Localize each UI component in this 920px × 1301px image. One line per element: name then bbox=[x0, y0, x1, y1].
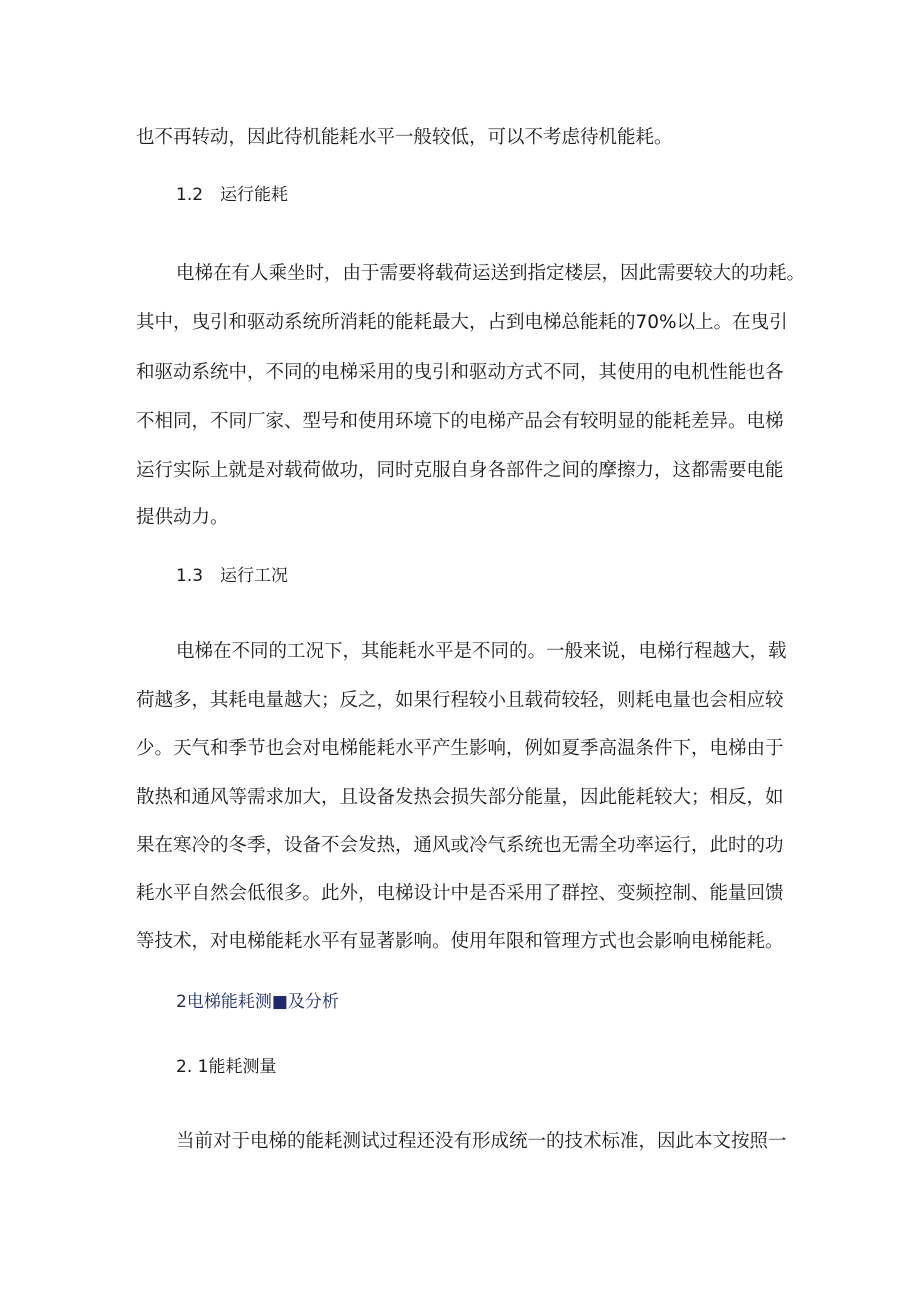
paragraph-line: 散热和通风等需求加大，且设备发热会损失部分能量，因此能耗较大；相反，如 bbox=[136, 787, 784, 808]
section-heading-1-3: 1.3 运行工况 bbox=[176, 566, 289, 586]
paragraph-line: 等技术，对电梯能耗水平有显著影响。使用年限和管理方式也会影响电梯能耗。 bbox=[136, 931, 784, 952]
paragraph-line: 耗水平自然会低很多。此外，电梯设计中是否采用了群控、变频控制、能量回馈 bbox=[136, 883, 784, 904]
paragraph-line: 也不再转动，因此待机能耗水平一般较低，可以不考虑待机能耗。 bbox=[136, 127, 673, 148]
paragraph-line: 果在寒冷的冬季，设备不会发热，通风或冷气系统也无需全功率运行，此时的功 bbox=[136, 835, 784, 856]
paragraph-line: 不相同，不同厂家、型号和使用环境下的电梯产品会有较明显的能耗差异。电梯 bbox=[136, 411, 784, 432]
section-heading-2: 2电梯能耗测■及分析 bbox=[176, 992, 339, 1012]
paragraph-line: 其中，曳引和驱动系统所消耗的能耗最大，占到电梯总能耗的70%以上。在曳引 bbox=[136, 312, 788, 333]
paragraph-line: 和驱动系统中，不同的电梯采用的曳引和驱动方式不同，其使用的电机性能也各 bbox=[136, 362, 784, 383]
paragraph-line: 荷越多，其耗电量越大；反之，如果行程较小且载荷较轻，则耗电量也会相应较 bbox=[136, 690, 784, 711]
paragraph-line: 电梯在有人乘坐时，由于需要将载荷运送到指定楼层，因此需要较大的功耗。 bbox=[176, 263, 806, 284]
paragraph-line: 运行实际上就是对载荷做功，同时克服自身各部件之间的摩擦力，这都需要电能 bbox=[136, 460, 784, 481]
paragraph-line: 当前对于电梯的能耗测试过程还没有形成统一的技术标准，因此本文按照一 bbox=[176, 1131, 787, 1152]
section-heading-2-1: 2. 1能耗测量 bbox=[176, 1057, 277, 1077]
paragraph-line: 少。天气和季节也会对电梯能耗水平产生影响，例如夏季高温条件下，电梯由于 bbox=[136, 738, 784, 759]
paragraph-line: 提供动力。 bbox=[136, 507, 229, 528]
section-heading-1-2: 1.2 运行能耗 bbox=[176, 185, 289, 205]
paragraph-line: 电梯在不同的工况下，其能耗水平是不同的。一般来说，电梯行程越大，载 bbox=[176, 641, 787, 662]
